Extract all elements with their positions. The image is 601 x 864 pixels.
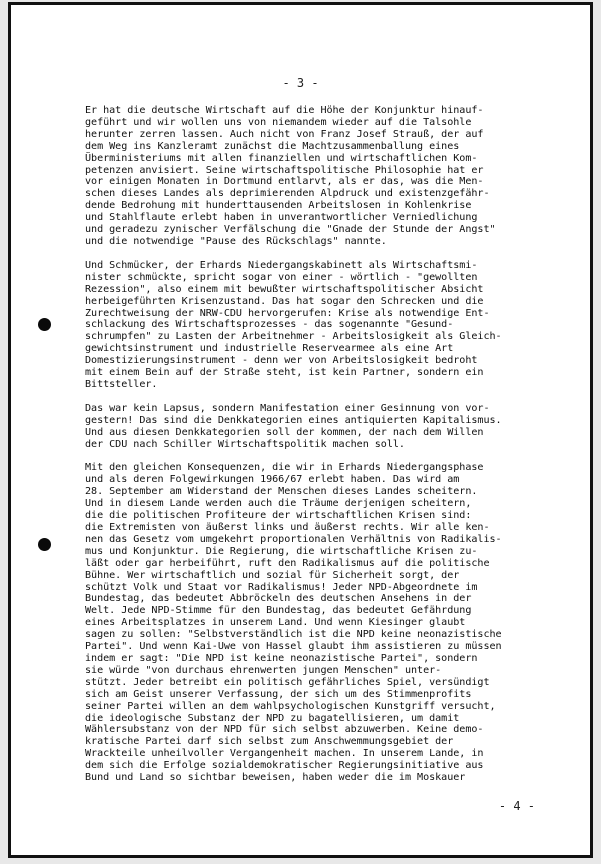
text-line: und geradezu zynischer Verfälschung die "Gnade der Stunde der Angst" <box>85 224 496 236</box>
text-line: kratische Partei darf sich selbst zum Anschwemmungsgebiet der <box>85 736 454 748</box>
text-line: indem er sagt: "Die NPD ist keine neonazistische Partei", sondern <box>85 652 478 664</box>
text-line: Welt. Jede NPD-Stimme für den Bundestag, das bedeutet Gefährdung <box>85 605 472 617</box>
text-line: läßt oder gar herbeiführt, ruft den Radikalismus auf die politische <box>85 557 490 569</box>
text-line: 28. September am Widerstand der Menschen dieses Landes scheitern. <box>85 486 478 498</box>
punch-hole <box>38 538 51 551</box>
text-line: Das war kein Lapsus, sondern Manifestation einer Gesinnung von vor- <box>85 402 490 414</box>
text-line: Und in diesem Lande werden auch die Träume derjenigen scheitern, <box>85 498 472 510</box>
text-line: dem sich die Erfolge sozialdemokratischer Regierungsinitiative aus <box>85 760 484 772</box>
text-line: Bund und Land so sichtbar beweisen, haben weder die im Moskauer <box>85 772 466 784</box>
text-line: Zurechtweisung der NRW-CDU hervorgerufen: Krise als notwendige Ent- <box>85 307 490 319</box>
text-line: Wählersubstanz von der NPD für sich selbst abzuwerben. Keine demo- <box>85 724 484 736</box>
paragraph <box>85 462 575 783</box>
document-page <box>8 2 593 858</box>
text-line: eines Arbeitsplatzes in unserem Land. Und wenn Kiesinger glaubt <box>85 617 466 629</box>
text-line: sie würde "von durchaus ehrenwerten jungen Menschen" unter- <box>85 664 442 676</box>
paragraph <box>85 260 575 391</box>
text-line: die die politischen Profiteure der wirtschaftlichen Krisen sind: <box>85 510 472 522</box>
text-line: dende Bedrohung mit hunderttausenden Arbeitslosen in Kohlenkrise <box>85 200 472 212</box>
text-line: schrumpfen" zu Lasten der Arbeitnehmer - Arbeitslosigkeit als Gleich- <box>85 331 502 343</box>
text-line: und als deren Folgewirkungen 1966/67 erlebt haben. Das wird am <box>85 474 460 486</box>
text-line: herbeigeführten Krisenzustand. Das hat sogar den Schrecken und die <box>85 295 484 307</box>
text-line: Überministeriums mit allen finanziellen und wirtschaftlichen Kom- <box>85 152 478 164</box>
text-line: dem Weg ins Kanzleramt zunächst die Machtzusammenballung eines <box>85 140 460 152</box>
text-line: nister schmückte, spricht sogar von einer - wörtlich - "gewollten <box>85 271 478 283</box>
text-line: der CDU nach Schiller Wirtschaftspolitik machen soll. <box>85 438 405 450</box>
text-line: mus und Konjunktur. Die Regierung, die wirtschaftliche Krisen zu- <box>85 545 478 557</box>
text-line: schen dieses Landes als deprimierenden Alpdruck und existenzgefähr- <box>85 188 490 200</box>
text-line: Bittsteller. <box>85 378 158 390</box>
text-line: die Extremisten von äußerst links und äußerst rechts. Wir alle ken- <box>85 522 490 533</box>
text-line: und die notwendige "Pause des Rückschlags" nannte. <box>85 235 387 247</box>
text-line: schlackung des Wirtschaftsprozesses - das sogenannte "Gesund- <box>85 319 454 331</box>
text-line: geführt und wir wollen uns von niemandem wieder auf die Talsohle <box>85 116 472 128</box>
text-line: Rezession", also einem mit bewußter wirtschaftspolitischer Absicht <box>85 283 484 295</box>
text-line: Partei". Und wenn Kai-Uwe von Hassel glaubt ihm assistieren zu müssen <box>85 641 502 653</box>
text-line: sich am Geist unserer Verfassung, der sich um des Stimmenprofits <box>85 688 472 700</box>
paragraph <box>85 105 575 248</box>
text-line: Mit den gleichen Konsequenzen, die wir in Erhards Niedergangsphase <box>85 462 484 474</box>
text-line: gestern! Das sind die Denkkategorien eines antiquierten Kapitalismus. <box>85 414 502 426</box>
paragraph <box>85 403 575 451</box>
text-line: Bühne. Wer wirtschaftlich und sozial für Sicherheit sorgt, der <box>85 569 460 581</box>
page-number-bottom: - 4 - <box>498 799 535 813</box>
text-line: gewichtsinstrument und industrielle Reservearmee als eine Art <box>85 343 454 355</box>
text-line: mit einem Bein auf der Straße steht, ist kein Partner, sondern ein <box>85 367 484 379</box>
text-line: vor einigen Monaten in Dortmund entlarvt, als er das, was die Men- <box>85 176 484 188</box>
text-line: schützt Volk und Staat vor Radikalismus! Jeder NPD-Abgeordnete im <box>85 581 478 593</box>
text-line: seiner Partei willen an dem wahlpsychologischen Kunstgriff versucht, <box>85 700 496 712</box>
text-line: die ideologische Substanz der NPD zu bagatellisieren, um damit <box>85 712 460 724</box>
text-line: Wrackteile unheilvoller Vergangenheit machen. In unserem Lande, in <box>85 748 484 760</box>
punch-hole <box>38 318 51 331</box>
text-line: Er hat die deutsche Wirtschaft auf die Höhe der Konjunktur hinauf- <box>85 105 484 116</box>
text-line: Und Schmücker, der Erhards Niedergangskabinett als Wirtschaftsmi- <box>85 259 478 271</box>
text-line: Und aus diesen Denkkategorien soll der kommen, der nach dem Willen <box>85 426 484 438</box>
text-line: stützt. Jeder betreibt ein politisch gefährliches Spiel, versündigt <box>85 676 490 688</box>
text-line: und Stahlflaute erlebt haben in unverantwortlicher Verniedlichung <box>85 212 478 224</box>
text-line: Domestizierungsinstrument - denn wer von Arbeitslosigkeit bedroht <box>85 355 478 367</box>
page-number-top: - 3 - <box>282 76 319 90</box>
text-line: Bundestag, das bedeutet Abbröckeln des deutschen Ansehens in der <box>85 593 472 605</box>
text-line: nen das Gesetz vom umgekehrt proportionalen Verhältnis von Radikalis- <box>85 533 502 545</box>
body-text <box>85 105 575 796</box>
text-line: petenzen anvisiert. Seine wirtschaftspolitische Philosophie hat er <box>85 164 484 176</box>
text-line: sagen zu sollen: "Selbstverständlich ist die NPD keine neonazistische <box>85 629 502 641</box>
text-line: herunter zerren lassen. Auch nicht von Franz Josef Strauß, der auf <box>85 128 484 140</box>
